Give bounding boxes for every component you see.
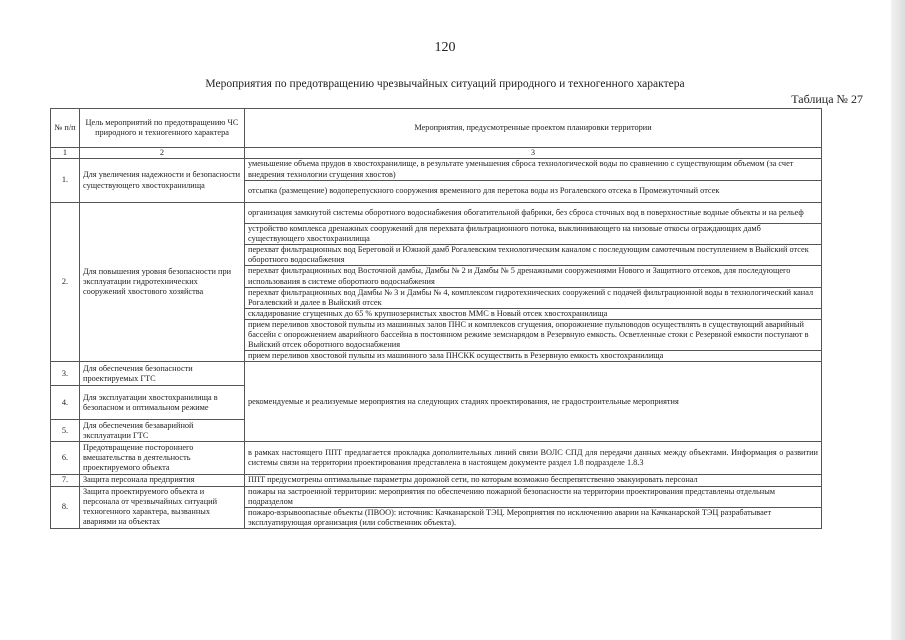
row-goal: Для увеличения надежности и безопасности существующего хвостохранилища <box>80 159 245 203</box>
row-measure: прием переливов хвостовой пульпы из машинного зала ПНСКК осуществить в Резервную емкость хвостохранилища <box>245 351 822 362</box>
header-goal: Цель мероприятий по предотвращению ЧС природного и техногенного характера <box>80 109 245 148</box>
row-goal: Защита персонала предприятия <box>80 475 245 486</box>
row-measure: в рамках настоящего ППТ предлагается прокладка дополнительных линий связи ВОЛС СПД для передачи данных между объектами. Информация о развитии системы связи на территории проектирования представлена в настоящем документе раздел 1.8 подразделе 1.8.3 <box>245 442 822 475</box>
header-measures: Мероприятия, предусмотренные проектом планировки территории <box>245 109 822 148</box>
table-row <box>51 486 822 507</box>
row-goal: Защита проектируемого объекта и персонала от чрезвычайных ситуаций техногенного характера, вызванных авариями на объектах <box>80 486 245 528</box>
table-row <box>51 203 822 224</box>
row-number: 2. <box>51 203 80 362</box>
table-row <box>51 362 822 386</box>
table-row <box>51 442 822 475</box>
table-row <box>51 475 822 486</box>
row-measure: устройство комплекса дренажных сооружений для перехвата фильтрационного потока, выклинивающего на низовые откосы ограждающих дамб существующего хвостохранилища <box>245 224 822 245</box>
row-measure: пожары на застроенной территории: мероприятия по обеспечению пожарной безопасности на территории проектирования представлены отдельным подразделом <box>245 486 822 507</box>
row-measure: прием переливов хвостовой пульпы из машинных залов ПНС и комплексов сгущения, опорожнение пульповодов осуществлять в существующий аварийный бассейн с опорожнением аварийного бассейна в постоянном режиме земснарядом в Резервную емкость. Осветленные стоки с Резервной емкости поступают в Выйский отсек оборотного водоснабжения <box>245 319 822 350</box>
header-num: № п/п <box>51 109 80 148</box>
row-number: 6. <box>51 442 80 475</box>
row-number: 4. <box>51 386 80 420</box>
row-number: 7. <box>51 475 80 486</box>
row-number: 5. <box>51 420 80 442</box>
page-number: 120 <box>434 40 456 55</box>
row-goal: Для обеспечения безаварийной эксплуатации ГТС <box>80 420 245 442</box>
row-measure: уменьшение объема прудов в хвостохранилище, в результате уменьшения сброса технологической воды по сравнению с существующим объемом (за счет внедрения технологии сгущения хвостов) <box>245 159 822 181</box>
row-measure: отсыпка (размещение) водоперепускного сооружения временного для перетока воды из Рогалевского отсека в Промежуточный отсек <box>245 181 822 203</box>
measures-table <box>50 108 822 529</box>
column-number-row <box>51 148 822 159</box>
page-edge-shadow <box>891 0 905 640</box>
row-measure: перехват фильтрационных вод Восточной дамбы, Дамбы № 2 и Дамбы № 5 дренажными сооружениями Нового и Защитного отсеков, для последующего использования в системе оборотного водоснабжения <box>245 266 822 287</box>
table-label: Таблица № 27 <box>791 92 863 106</box>
row-measure: перехват фильтрационных вод Береговой и Южной дамб Рогалевским технологическим каналом с последующим самотечным поступлением в Выйский отсек оборотного водоснабжения <box>245 245 822 266</box>
row-measure: организация замкнутой системы оборотного водоснабжения обогатительной фабрики, без сброса сточных вод в поверхностные водные объекты и на рельеф <box>245 203 822 224</box>
row-goal: Предотвращение постороннего вмешательства в деятельность проектируемого объекта <box>80 442 245 475</box>
row-goal: Для эксплуатации хвостохранилища в безопасном и оптимальном режиме <box>80 386 245 420</box>
document-title: Мероприятия по предотвращению чрезвычайных ситуаций природного и техногенного характера <box>205 78 685 90</box>
table-header-row <box>51 109 822 148</box>
table-row <box>51 159 822 181</box>
row-number: 8. <box>51 486 80 528</box>
row-measure: ППТ предусмотрены оптимальные параметры дорожной сети, по которым возможно беспрепятственно эвакуировать персонал <box>245 475 822 486</box>
row-measure: складирование сгущенных до 65 % крупнозернистых хвостов ММС в Новый отсек хвостохранилища <box>245 308 822 319</box>
col-number: 2 <box>80 148 245 159</box>
col-number: 1 <box>51 148 80 159</box>
row-measure: перехват фильтрационных вод Дамбы № 3 и Дамбы № 4, комплексом гидротехнических сооружений с подачей фильтрационной воды в технологический канал Рогалевский и далее в Выйский отсек <box>245 287 822 308</box>
row-number: 3. <box>51 362 80 386</box>
row-number: 1. <box>51 159 80 203</box>
col-number: 3 <box>245 148 822 159</box>
row-goal: Для повышения уровня безопасности при эксплуатации гидротехнических сооружений хвостового хозяйства <box>80 203 245 362</box>
row-goal: Для обеспечения безопасности проектируемых ГТС <box>80 362 245 386</box>
row-measure: пожаро-взрывоопасные объекты (ПВОО): источник: Качканарской ТЭЦ. Мероприятия по исключению аварии на Качканарской ТЭЦ разрабатывает эксплуатирующая организация (или собственник объекта). <box>245 507 822 528</box>
merged-measure: рекомендуемые и реализуемые мероприятия на следующих стадиях проектирования, не градостроительные мероприятия <box>245 362 822 442</box>
